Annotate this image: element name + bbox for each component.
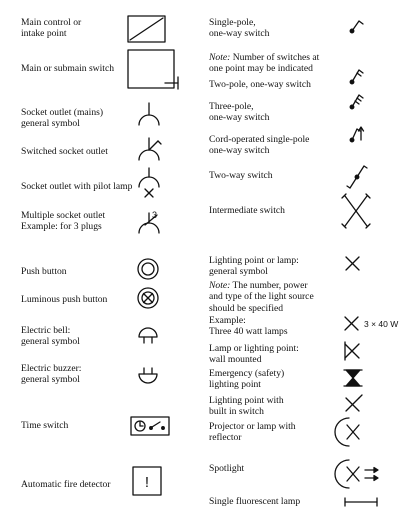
label-projector: Projector or lamp with reflector — [209, 421, 296, 444]
label-example-lamps: Example: Three 40 watt lamps — [209, 315, 288, 338]
example-lamps-rating: 3 × 40 W — [364, 319, 399, 329]
electric-bell-symbol — [139, 328, 157, 343]
lamp-switch-symbol — [346, 395, 362, 411]
main-control-symbol — [128, 16, 165, 42]
fluorescent-symbol — [345, 498, 377, 506]
luminous-push-symbol — [138, 288, 158, 308]
label-luminous-push: Luminous push button — [21, 294, 108, 305]
label-electric-bell: Electric bell: general symbol — [21, 325, 80, 348]
fire-detector-mark: ! — [144, 474, 150, 491]
label-intermediate: Intermediate switch — [209, 205, 285, 216]
label-cord-operated: Cord-operated single-pole one-way switch — [209, 134, 310, 157]
label-single-pole: Single-pole, one-way switch — [209, 17, 270, 40]
label-fluorescent: Single fluorescent lamp — [209, 496, 301, 507]
electric-buzzer-symbol — [139, 368, 157, 383]
switched-socket-symbol — [139, 138, 161, 160]
label-note-switches: Note: Number of switches at one point may be indicated — [209, 52, 320, 75]
socket-outlet-symbol — [139, 103, 159, 125]
label-time-switch: Time switch — [21, 420, 69, 431]
socket-pilot-symbol — [139, 168, 159, 197]
push-button-symbol — [138, 259, 158, 279]
two-way-symbol — [347, 166, 367, 188]
single-pole-symbol — [350, 21, 363, 33]
projector-symbol — [335, 418, 359, 446]
label-electric-buzzer: Electric buzzer: general symbol — [21, 363, 82, 386]
multiple-socket-symbol — [139, 210, 159, 233]
label-main-switch: Main or submain switch — [21, 63, 114, 74]
label-switched-socket: Switched socket outlet — [21, 146, 108, 157]
emergency-symbol — [344, 370, 362, 386]
label-wall-lamp: Lamp or lighting point: wall mounted — [209, 343, 299, 366]
label-three-pole: Three-pole, one-way switch — [209, 101, 270, 124]
two-pole-symbol — [350, 70, 363, 84]
label-lamp-switch: Lighting point with built in switch — [209, 395, 284, 418]
lighting-point-symbol — [346, 257, 359, 270]
label-emergency: Emergency (safety) lighting point — [209, 368, 285, 391]
label-socket-pilot: Socket outlet with pilot lamp — [21, 181, 133, 192]
label-spotlight: Spotlight — [209, 463, 245, 474]
label-main-control: Main control or intake point — [21, 17, 82, 40]
multiple-socket-count: 3 — [152, 210, 158, 220]
wall-lamp-symbol — [345, 342, 359, 360]
intermediate-symbol — [342, 194, 370, 228]
cord-operated-symbol — [350, 127, 363, 142]
label-lighting-point: Lighting point or lamp: general symbol — [209, 255, 299, 278]
three-pole-symbol — [350, 95, 363, 109]
label-fire-detector: Automatic fire detector — [21, 479, 111, 490]
label-push-button: Push button — [21, 266, 67, 277]
example-lamps-symbol — [345, 317, 398, 330]
label-socket-outlet: Socket outlet (mains) general symbol — [21, 107, 104, 130]
label-two-way: Two-way switch — [209, 170, 273, 181]
label-multiple-socket: Multiple socket outlet Example: for 3 plugs — [21, 210, 106, 233]
fire-detector-symbol — [133, 467, 161, 495]
time-switch-symbol — [131, 417, 169, 435]
main-switch-symbol — [128, 50, 178, 89]
spotlight-symbol — [335, 460, 378, 488]
label-two-pole: Two-pole, one-way switch — [209, 79, 311, 90]
label-note-light: Note: The number, power and type of the light source should be specified — [209, 280, 314, 314]
